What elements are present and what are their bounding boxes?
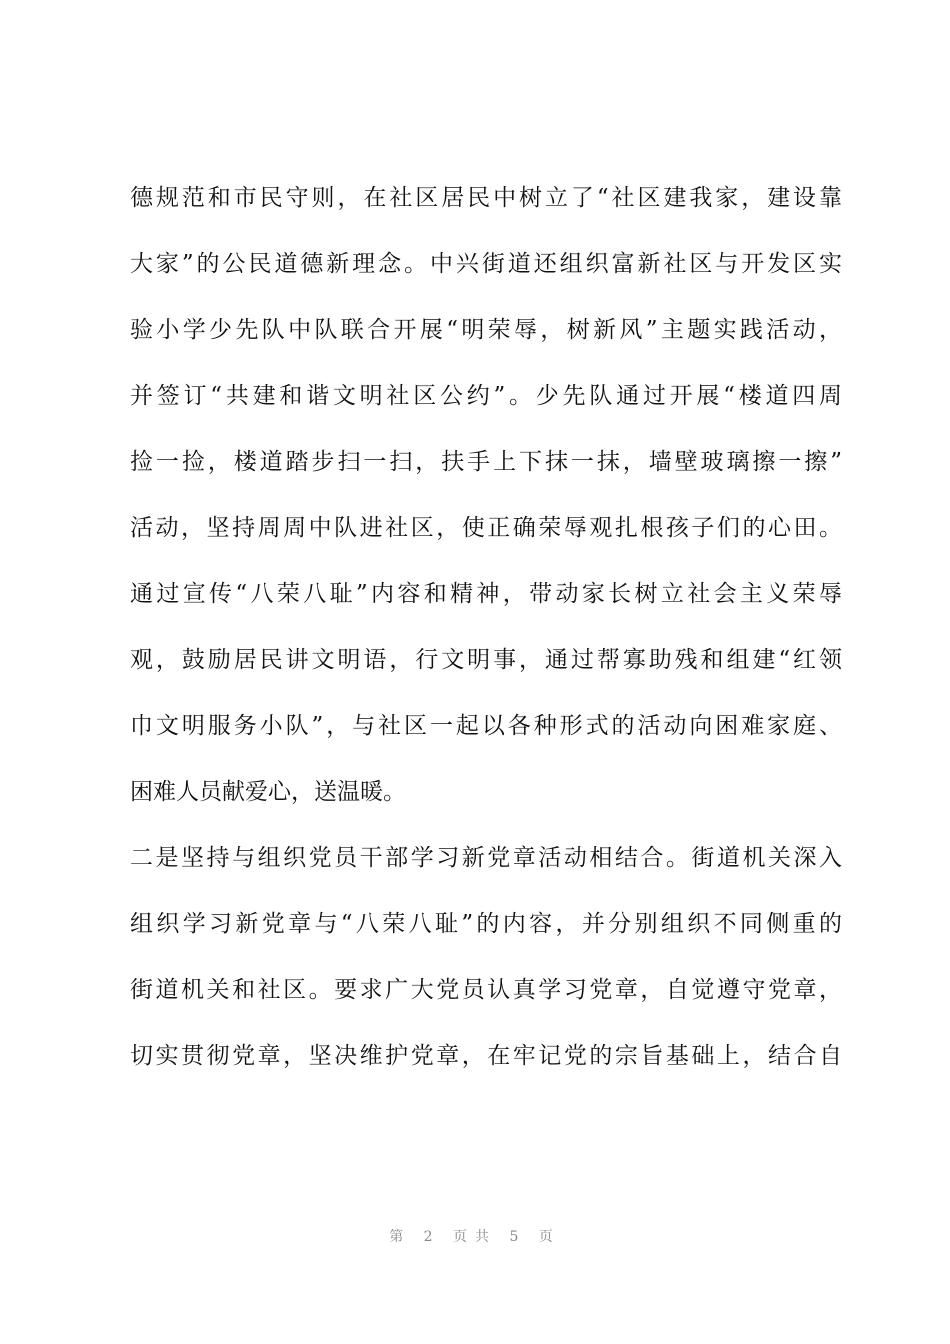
text-line: 街道机关和社区。要求广大党员认真学习党章，自觉遵守党章，	[130, 977, 842, 1003]
text-line: 德规范和市民守则，在社区居民中树立了“社区建我家，建设靠	[130, 185, 842, 211]
page-number-footer: 第 2 页共 5 页	[389, 1229, 561, 1245]
document-body	[130, 165, 842, 1089]
text-line: 二是坚持与组织党员干部学习新党章活动相结合。街道机关深入	[130, 845, 842, 871]
text-line: 并签订“共建和谐文明社区公约”。少先队通过开展“楼道四周	[130, 383, 842, 409]
text-line-paragraph-end: 困难人员献爱心，送温暖。	[130, 779, 406, 805]
text-line: 捡一捡，楼道踏步扫一扫，扶手上下抹一抹，墙壁玻璃擦一擦”	[130, 449, 842, 475]
text-line: 巾文明服务小队”，与社区一起以各种形式的活动向困难家庭、	[130, 713, 842, 739]
text-line: 通过宣传“八荣八耻”内容和精神，带动家长树立社会主义荣辱	[130, 581, 842, 607]
text-line: 大家”的公民道德新理念。中兴街道还组织富新社区与开发区实	[130, 251, 842, 277]
text-line: 验小学少先队中队联合开展“明荣辱，树新风”主题实践活动，	[130, 317, 842, 343]
text-line: 切实贯彻党章，坚决维护党章，在牢记党的宗旨基础上，结合自	[130, 1043, 842, 1069]
text-line: 观，鼓励居民讲文明语，行文明事，通过帮寡助残和组建“红领	[130, 647, 842, 673]
text-line: 组织学习新党章与“八荣八耻”的内容，并分别组织不同侧重的	[130, 911, 842, 937]
text-line: 活动，坚持周周中队进社区，使正确荣辱观扎根孩子们的心田。	[130, 515, 842, 541]
